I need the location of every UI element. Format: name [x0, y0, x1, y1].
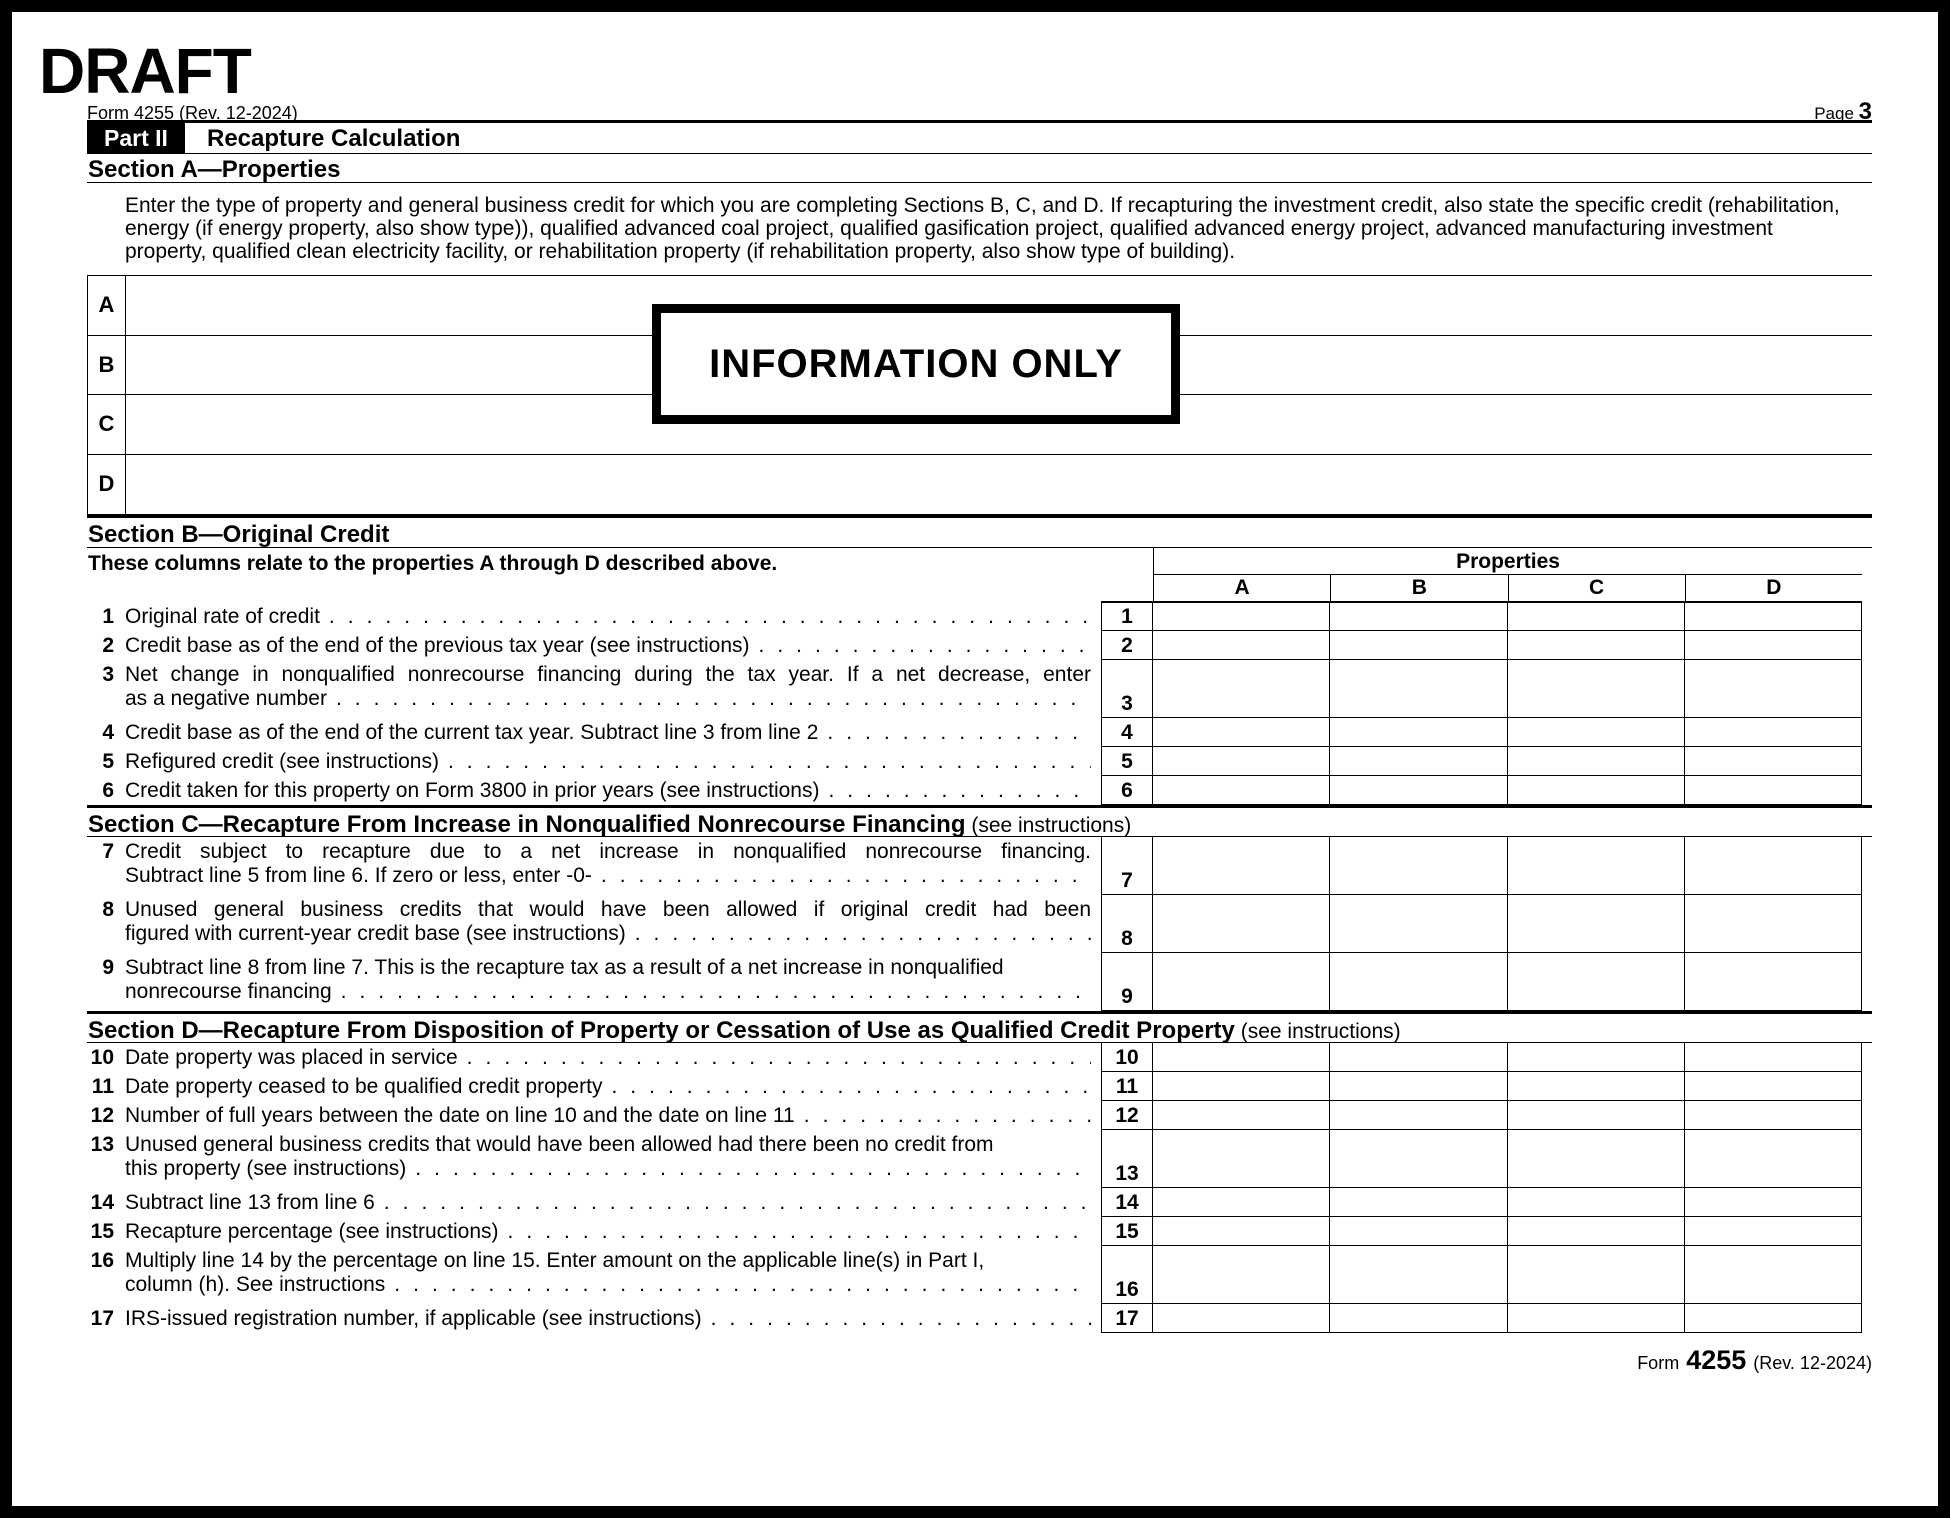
line-1-text	[125, 602, 1101, 631]
line-5-property-C-entry-cell[interactable]	[1508, 747, 1685, 776]
line-text-row	[125, 750, 1091, 774]
line-4-property-D-entry-cell[interactable]	[1685, 718, 1862, 747]
line-9-property-A-entry-cell[interactable]	[1153, 953, 1330, 1011]
line-15-number-label: 15	[90, 1220, 114, 1243]
line-15-description	[87, 1217, 1101, 1246]
line-5-property-D-entry-cell[interactable]	[1685, 747, 1862, 776]
line-14-property-C-entry-cell[interactable]	[1508, 1188, 1685, 1217]
line-5-text	[125, 747, 1101, 776]
line-4-property-A-entry-cell[interactable]	[1153, 718, 1330, 747]
line-3-text	[125, 660, 1101, 718]
dot-leader	[467, 1046, 1091, 1070]
line-15-number-box: 15	[1101, 1217, 1153, 1246]
line-17-description	[87, 1304, 1101, 1333]
line-2-number-box: 2	[1101, 631, 1153, 660]
line-4-property-B-entry-cell[interactable]	[1330, 718, 1507, 747]
section-d-rows	[87, 1043, 1872, 1333]
line-row-2	[87, 631, 1872, 660]
line-row-9	[87, 953, 1872, 1011]
line-row-7	[87, 837, 1872, 895]
line-7-description	[87, 837, 1101, 895]
property-D-description-field[interactable]	[126, 455, 1872, 515]
line-text-span: figured with current-year credit base (see instructions)	[125, 922, 626, 945]
section-c-title-note: (see instructions)	[965, 814, 1132, 837]
section-b-title: Section B—Original Credit	[88, 521, 390, 548]
line-text-row: Multiply line 14 by the percentage on line 15. Enter amount on the applicable line(s) in Part I,	[125, 1249, 985, 1272]
line-text-span: this property (see instructions)	[125, 1157, 407, 1180]
line-number-column-header	[1101, 575, 1153, 602]
section-a-title: Section A—Properties	[87, 154, 1872, 183]
header-spacer	[87, 575, 1101, 602]
line-16-property-A-entry-cell[interactable]	[1153, 1246, 1330, 1304]
line-10-description	[87, 1043, 1101, 1072]
line-text-span: Credit base as of the end of the current tax year. Subtract line 3 from line 2	[125, 721, 819, 744]
line-9-number-label: 9	[102, 956, 114, 979]
line-1-property-D-entry-cell[interactable]	[1685, 602, 1862, 631]
line-7-property-A-entry-cell[interactable]	[1153, 837, 1330, 895]
section-d-title-note: (see instructions)	[1234, 1020, 1401, 1043]
line-13-property-B-entry-cell[interactable]	[1330, 1130, 1507, 1188]
line-row-5	[87, 747, 1872, 776]
form-content	[87, 98, 1872, 1376]
grid-header-row-2	[87, 575, 1872, 602]
line-1-description	[87, 602, 1101, 631]
footer-form-number: 4255	[1686, 1345, 1747, 1375]
line-text-span: Credit base as of the end of the previous tax year (see instructions)	[125, 634, 750, 657]
line-14-property-A-entry-cell[interactable]	[1153, 1188, 1330, 1217]
line-12-property-C-entry-cell[interactable]	[1508, 1101, 1685, 1130]
line-text-row: Credit subject to recapture due to a net increase in nonqualified nonrecourse financing.	[125, 840, 1091, 863]
line-text-span: Refigured credit (see instructions)	[125, 750, 439, 773]
line-17-property-B-entry-cell[interactable]	[1330, 1304, 1507, 1333]
line-text-row	[125, 1220, 1091, 1244]
line-text-row	[125, 779, 1091, 803]
dot-leader	[804, 1104, 1091, 1128]
line-12-property-D-entry-cell[interactable]	[1685, 1101, 1862, 1130]
line-6-number-label: 6	[102, 779, 114, 802]
line-5-number-label: 5	[102, 750, 114, 773]
line-row-14	[87, 1188, 1872, 1217]
section-c-rows	[87, 837, 1872, 1011]
line-16-property-D-entry-cell[interactable]	[1685, 1246, 1862, 1304]
line-4-text	[125, 718, 1101, 747]
line-text-span: as a negative number	[125, 687, 327, 710]
line-text-span: Recapture percentage (see instructions)	[125, 1220, 499, 1243]
line-text-span: IRS-issued registration number, if applicable (see instructions)	[125, 1307, 702, 1330]
line-text-row	[125, 1104, 1091, 1128]
line-10-number-box: 10	[1101, 1043, 1153, 1072]
line-14-number-label: 14	[90, 1191, 114, 1214]
line-11-property-A-entry-cell[interactable]	[1153, 1072, 1330, 1101]
form-id-header: Form 4255 (Rev. 12-2024)	[87, 103, 298, 123]
line-13-number-label: 13	[90, 1133, 114, 1156]
line-7-property-B-entry-cell[interactable]	[1330, 837, 1507, 895]
line-8-property-D-entry-cell[interactable]	[1685, 895, 1862, 953]
property-column-header-C: C	[1508, 575, 1685, 602]
line-9-description	[87, 953, 1101, 1011]
line-14-description	[87, 1188, 1101, 1217]
line-16-property-C-entry-cell[interactable]	[1508, 1246, 1685, 1304]
line-row-8	[87, 895, 1872, 953]
line-row-17	[87, 1304, 1872, 1333]
line-text-row	[125, 1273, 1091, 1297]
dot-leader	[415, 1157, 1091, 1181]
line-12-number-box: 12	[1101, 1101, 1153, 1130]
line-1-number-label: 1	[102, 605, 114, 628]
line-text-row	[125, 922, 1091, 946]
line-15-property-C-entry-cell[interactable]	[1508, 1217, 1685, 1246]
line-15-property-A-entry-cell[interactable]	[1153, 1217, 1330, 1246]
dot-leader	[508, 1220, 1091, 1244]
line-row-16	[87, 1246, 1872, 1304]
dot-leader	[448, 750, 1091, 774]
columns-note: These columns relate to the properties A through D described above.	[88, 552, 778, 575]
line-2-property-D-entry-cell[interactable]	[1685, 631, 1862, 660]
line-11-property-C-entry-cell[interactable]	[1508, 1072, 1685, 1101]
line-1-property-B-entry-cell[interactable]	[1330, 602, 1507, 631]
line-text-row	[125, 634, 1091, 658]
line-9-number-box: 9	[1101, 953, 1153, 1011]
line-16-property-B-entry-cell[interactable]	[1330, 1246, 1507, 1304]
page-header	[87, 98, 1872, 125]
line-6-property-D-entry-cell[interactable]	[1685, 776, 1862, 805]
line-6-property-B-entry-cell[interactable]	[1330, 776, 1507, 805]
line-6-property-A-entry-cell[interactable]	[1153, 776, 1330, 805]
line-7-number-label: 7	[102, 840, 114, 863]
line-14-property-D-entry-cell[interactable]	[1685, 1188, 1862, 1217]
line-4-number-label: 4	[102, 721, 114, 744]
dot-leader	[635, 922, 1091, 946]
line-17-property-A-entry-cell[interactable]	[1153, 1304, 1330, 1333]
part-ii-band	[87, 123, 1872, 154]
line-11-description	[87, 1072, 1101, 1101]
information-only-stamp: INFORMATION ONLY	[652, 304, 1180, 424]
line-text-span: Original rate of credit	[125, 605, 320, 628]
line-1-property-A-entry-cell[interactable]	[1153, 602, 1330, 631]
line-11-number-box: 11	[1101, 1072, 1153, 1101]
section-a-instructions: Enter the type of property and general business credit for which you are completing Sections B, C, and D. If recapturing the investment credit, also state the specific credit (rehabilitation, energy (if energy property, also show type)), qualified advanced coal project, qualified gasification project, qualified advanced energy project, advanced manufacturing investment property, qualified clean electricity facility, or rehabilitation property (if rehabilitation property, also show type of building).	[125, 194, 1840, 263]
line-9-text	[125, 953, 1101, 1011]
line-2-text	[125, 631, 1101, 660]
line-6-description	[87, 776, 1101, 805]
line-11-number-label: 11	[91, 1075, 114, 1098]
dot-leader	[394, 1273, 1091, 1297]
line-6-number-box: 6	[1101, 776, 1153, 805]
line-8-property-B-entry-cell[interactable]	[1330, 895, 1507, 953]
line-2-property-B-entry-cell[interactable]	[1330, 631, 1507, 660]
line-text-row: Net change in nonqualified nonrecourse financing during the tax year. If a net decrease, enter	[125, 663, 1091, 686]
line-8-text	[125, 895, 1101, 953]
property-row-label-D: D	[88, 455, 126, 515]
line-7-property-D-entry-cell[interactable]	[1685, 837, 1862, 895]
line-text-span: Credit taken for this property on Form 3800 in prior years (see instructions)	[125, 779, 820, 802]
dot-leader	[759, 634, 1092, 658]
dot-leader	[828, 779, 1091, 803]
line-6-text	[125, 776, 1101, 805]
line-text-row	[125, 1075, 1091, 1099]
line-4-number-box: 4	[1101, 718, 1153, 747]
line-3-property-A-entry-cell[interactable]	[1153, 660, 1330, 718]
line-17-text	[125, 1304, 1101, 1333]
page-label: Page	[1814, 104, 1854, 123]
property-column-header-A: A	[1153, 575, 1330, 602]
line-text-span: Number of full years between the date on line 10 and the date on line 11	[125, 1104, 795, 1127]
section-d-title-band	[87, 1011, 1872, 1043]
line-13-text	[125, 1130, 1101, 1188]
line-5-number-box: 5	[1101, 747, 1153, 776]
line-7-text	[125, 837, 1101, 895]
line-7-number-box: 7	[1101, 837, 1153, 895]
line-6-property-C-entry-cell[interactable]	[1508, 776, 1685, 805]
line-row-1	[87, 602, 1872, 631]
line-8-description	[87, 895, 1101, 953]
line-9-property-C-entry-cell[interactable]	[1508, 953, 1685, 1011]
line-10-text	[125, 1043, 1101, 1072]
line-text-row	[125, 605, 1091, 629]
line-13-description	[87, 1130, 1101, 1188]
line-8-number-box: 8	[1101, 895, 1153, 953]
line-text-row	[125, 1307, 1091, 1331]
line-12-number-label: 12	[90, 1104, 114, 1127]
line-text-row	[125, 721, 1091, 745]
line-text-span: Date property ceased to be qualified credit property	[125, 1075, 603, 1098]
line-17-property-D-entry-cell[interactable]	[1685, 1304, 1862, 1333]
line-text-span: Subtract line 5 from line 6. If zero or less, enter -0-	[125, 864, 592, 887]
line-8-property-C-entry-cell[interactable]	[1508, 895, 1685, 953]
dot-leader	[336, 687, 1091, 711]
line-text-span: Date property was placed in service	[125, 1046, 458, 1069]
line-13-property-C-entry-cell[interactable]	[1508, 1130, 1685, 1188]
line-row-12	[87, 1101, 1872, 1130]
line-1-number-box: 1	[1101, 602, 1153, 631]
dot-leader	[341, 980, 1091, 1004]
line-12-property-A-entry-cell[interactable]	[1153, 1101, 1330, 1130]
line-10-property-B-entry-cell[interactable]	[1330, 1043, 1507, 1072]
line-3-property-B-entry-cell[interactable]	[1330, 660, 1507, 718]
line-2-property-A-entry-cell[interactable]	[1153, 631, 1330, 660]
line-16-number-box: 16	[1101, 1246, 1153, 1304]
line-text-row: Unused general business credits that would have been allowed had there been no credit from	[125, 1133, 994, 1156]
line-4-description	[87, 718, 1101, 747]
line-8-property-A-entry-cell[interactable]	[1153, 895, 1330, 953]
line-1-property-C-entry-cell[interactable]	[1508, 602, 1685, 631]
line-15-property-D-entry-cell[interactable]	[1685, 1217, 1862, 1246]
line-text-span: column (h). See instructions	[125, 1273, 386, 1296]
line-12-text	[125, 1101, 1101, 1130]
line-13-number-box: 13	[1101, 1130, 1153, 1188]
part-ii-label: Part II	[87, 123, 185, 153]
property-row-D	[88, 455, 1872, 515]
line-9-property-B-entry-cell[interactable]	[1330, 953, 1507, 1011]
section-c-title: Section C—Recapture From Increase in Nonqualified Nonrecourse Financing	[88, 811, 966, 837]
line-2-description	[87, 631, 1101, 660]
section-c-title-band	[87, 805, 1872, 837]
line-text-row	[125, 1046, 1091, 1070]
section-b-title-band	[87, 514, 1872, 548]
line-5-property-A-entry-cell[interactable]	[1153, 747, 1330, 776]
section-b-rows	[87, 602, 1872, 805]
line-8-number-label: 8	[102, 898, 114, 921]
line-5-property-B-entry-cell[interactable]	[1330, 747, 1507, 776]
page-footer	[87, 1345, 1872, 1376]
dot-leader	[611, 1075, 1091, 1099]
property-row-label-C: C	[88, 395, 126, 454]
line-row-11	[87, 1072, 1872, 1101]
line-text-span: nonrecourse financing	[125, 980, 332, 1003]
line-text-row	[125, 864, 1091, 888]
property-row-label-B: B	[88, 336, 126, 395]
dot-leader	[711, 1307, 1091, 1331]
line-row-6	[87, 776, 1872, 805]
page-number: 3	[1858, 98, 1872, 125]
line-10-number-label: 10	[90, 1046, 114, 1069]
line-5-description	[87, 747, 1101, 776]
line-2-property-C-entry-cell[interactable]	[1508, 631, 1685, 660]
footer-revision: (Rev. 12-2024)	[1753, 1353, 1872, 1373]
line-10-property-A-entry-cell[interactable]	[1153, 1043, 1330, 1072]
draft-watermark: DRAFT	[39, 35, 251, 107]
line-17-number-label: 17	[90, 1307, 114, 1330]
line-9-property-D-entry-cell[interactable]	[1685, 953, 1862, 1011]
line-row-10	[87, 1043, 1872, 1072]
line-row-3	[87, 660, 1872, 718]
grid-header-row-1	[87, 548, 1872, 575]
line-row-15	[87, 1217, 1872, 1246]
line-text-row	[125, 687, 1091, 711]
line-17-number-box: 17	[1101, 1304, 1153, 1333]
dot-leader	[827, 721, 1091, 745]
properties-header: Properties	[1153, 548, 1862, 575]
line-14-text	[125, 1188, 1101, 1217]
line-2-number-label: 2	[102, 634, 114, 657]
line-14-number-box: 14	[1101, 1188, 1153, 1217]
line-3-number-box: 3	[1101, 660, 1153, 718]
part-ii-title: Recapture Calculation	[207, 124, 461, 152]
dot-leader	[329, 605, 1091, 629]
line-3-property-C-entry-cell[interactable]	[1508, 660, 1685, 718]
line-15-text	[125, 1217, 1101, 1246]
line-16-text	[125, 1246, 1101, 1304]
property-column-header-D: D	[1685, 575, 1862, 602]
line-3-number-label: 3	[102, 663, 114, 686]
line-row-4	[87, 718, 1872, 747]
line-14-property-B-entry-cell[interactable]	[1330, 1188, 1507, 1217]
line-12-description	[87, 1101, 1101, 1130]
dot-leader	[601, 864, 1091, 888]
line-10-property-C-entry-cell[interactable]	[1508, 1043, 1685, 1072]
page-indicator	[1814, 98, 1872, 126]
dot-leader	[384, 1191, 1091, 1215]
line-16-number-label: 16	[90, 1249, 114, 1272]
line-15-property-B-entry-cell[interactable]	[1330, 1217, 1507, 1246]
line-row-13	[87, 1130, 1872, 1188]
line-text-row	[125, 980, 1091, 1004]
line-7-property-C-entry-cell[interactable]	[1508, 837, 1685, 895]
line-text-span: Subtract line 13 from line 6	[125, 1191, 375, 1214]
line-17-property-C-entry-cell[interactable]	[1508, 1304, 1685, 1333]
line-text-row: Subtract line 8 from line 7. This is the recapture tax as a result of a net increase in nonqualified	[125, 956, 1004, 979]
line-11-property-D-entry-cell[interactable]	[1685, 1072, 1862, 1101]
line-4-property-C-entry-cell[interactable]	[1508, 718, 1685, 747]
line-text-row: Unused general business credits that would have been allowed if original credit had been	[125, 898, 1091, 921]
property-column-header-B: B	[1330, 575, 1507, 602]
line-11-text	[125, 1072, 1101, 1101]
property-row-label-A: A	[88, 276, 126, 335]
line-11-property-B-entry-cell[interactable]	[1330, 1072, 1507, 1101]
line-13-property-D-entry-cell[interactable]	[1685, 1130, 1862, 1188]
line-16-description	[87, 1246, 1101, 1304]
section-d-title: Section D—Recapture From Disposition of Property or Cessation of Use as Qualified Credit Property	[88, 1017, 1235, 1043]
line-text-row	[125, 1157, 1091, 1181]
line-10-property-D-entry-cell[interactable]	[1685, 1043, 1862, 1072]
line-13-property-A-entry-cell[interactable]	[1153, 1130, 1330, 1188]
line-3-property-D-entry-cell[interactable]	[1685, 660, 1862, 718]
line-12-property-B-entry-cell[interactable]	[1330, 1101, 1507, 1130]
footer-form-word: Form	[1637, 1353, 1680, 1373]
line-3-description	[87, 660, 1101, 718]
line-text-row	[125, 1191, 1091, 1215]
